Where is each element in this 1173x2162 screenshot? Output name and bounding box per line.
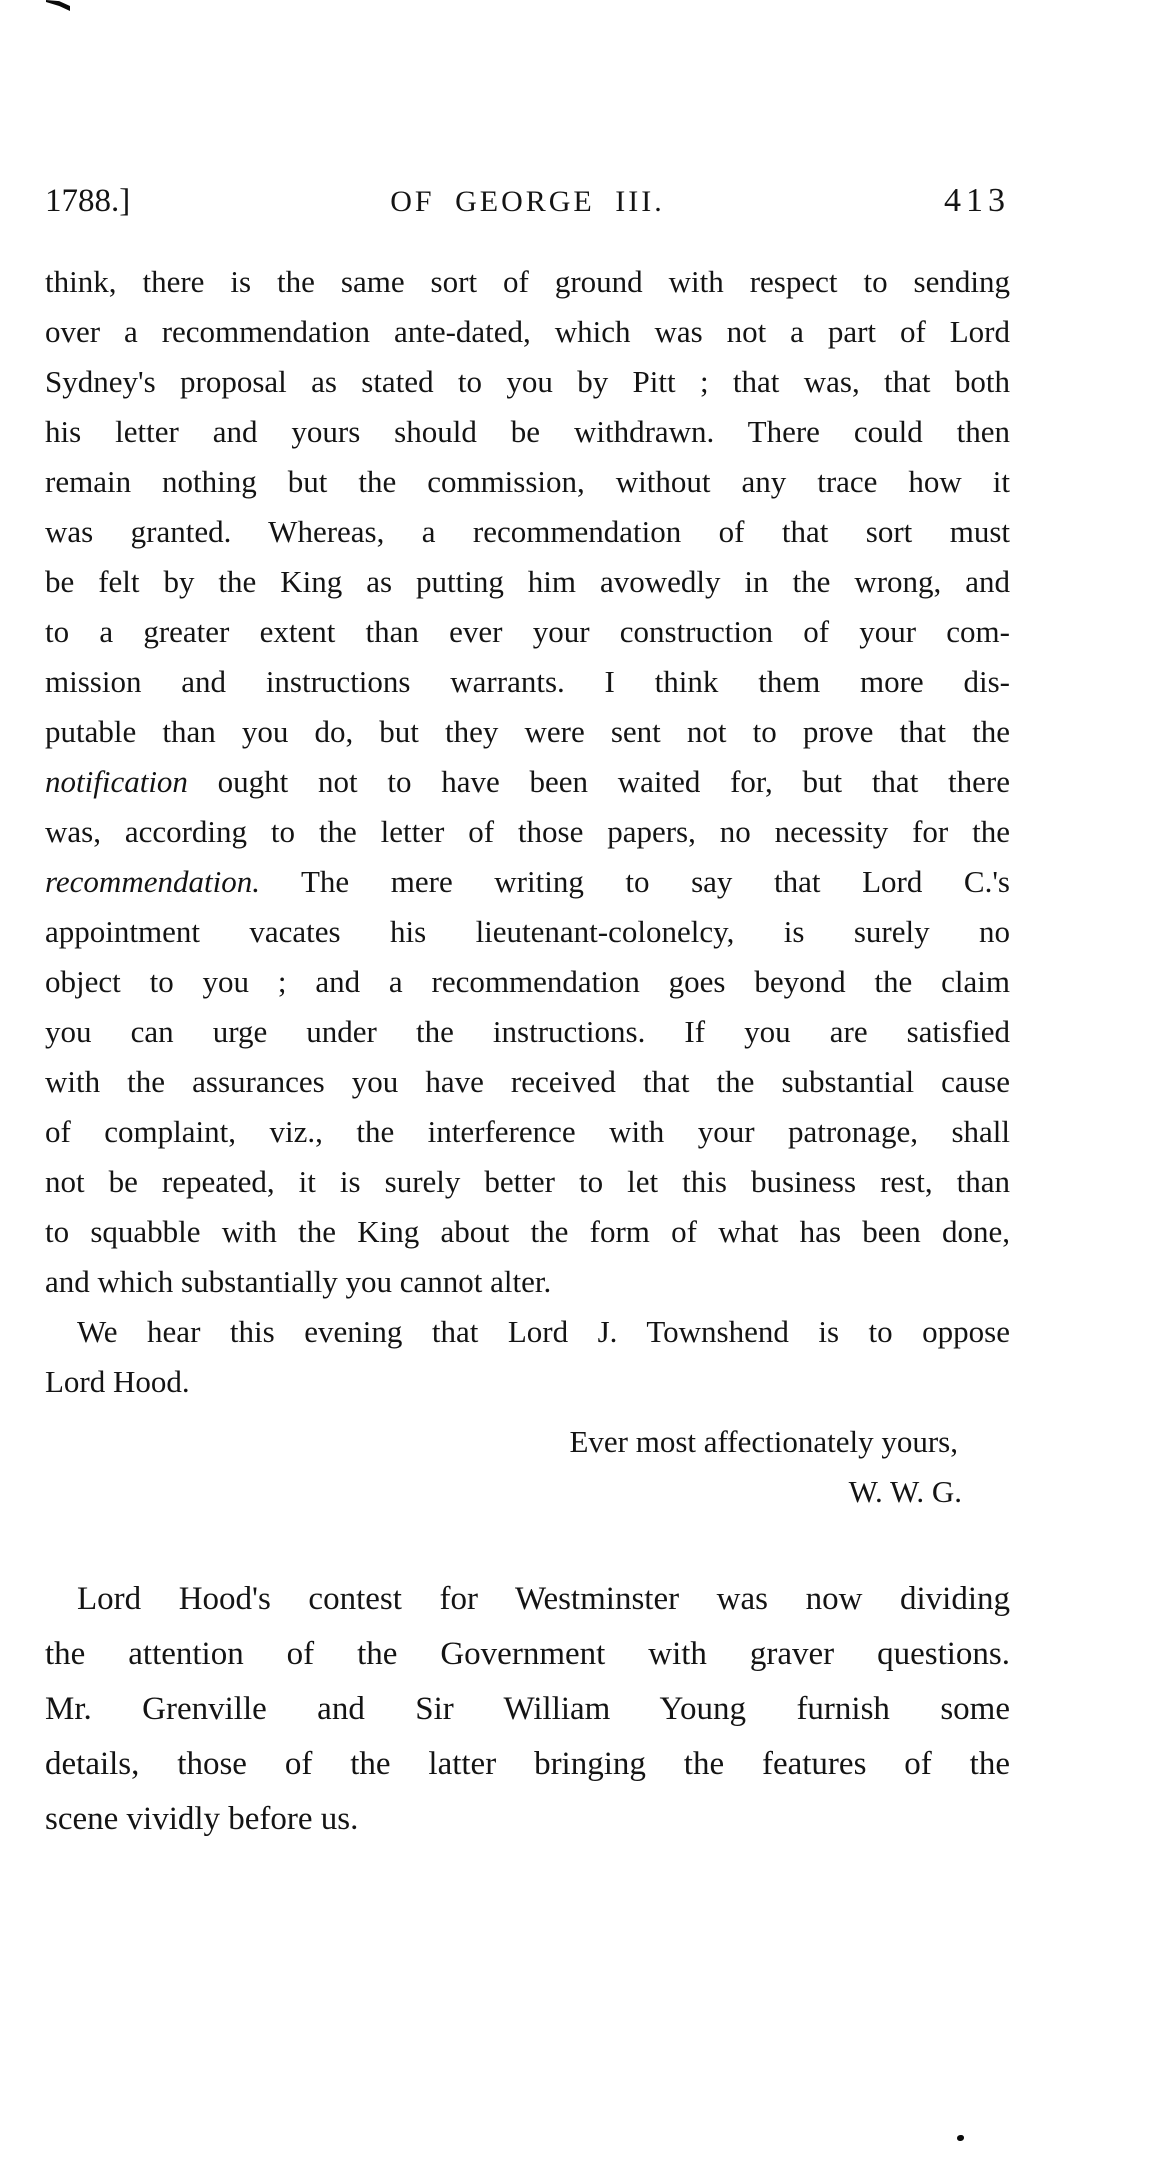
- text-line: details, those of the latter bringing the features of the: [45, 1746, 1010, 1782]
- text-line: Lord Hood's contest for Westminster was now dividing: [77, 1581, 1010, 1617]
- text-line: putable than you do, but they were sent not to prove that the: [45, 714, 1010, 749]
- header-page-number: 413: [944, 182, 1010, 219]
- letter-valediction: Ever most affectionately yours,: [569, 1424, 958, 1459]
- ink-dot: [957, 2135, 964, 2141]
- text-line: We hear this evening that Lord J. Townshend is to oppose: [77, 1314, 1010, 1349]
- letter-paragraph-1: [45, 257, 1010, 1307]
- text-line: Lord Hood.: [45, 1364, 190, 1399]
- text-line: recommendation. The mere writing to say that Lord C.'s: [45, 864, 1010, 899]
- text-line: over a recommendation ante-dated, which was not a part of Lord: [45, 314, 1010, 349]
- letter-paragraph-2: [45, 1307, 1010, 1407]
- text-line: was, according to the letter of those papers, no necessity for the: [45, 814, 1010, 849]
- text-line: scene vividly before us.: [45, 1801, 359, 1837]
- letter-signature: W. W. G.: [848, 1474, 962, 1509]
- text-line: to squabble with the King about the form of what has been done,: [45, 1214, 1010, 1249]
- text-line: appointment vacates his lieutenant-colonelcy, is surely no: [45, 914, 1010, 949]
- text-line: was granted. Whereas, a recommendation of that sort must: [45, 514, 1010, 549]
- text-line: the attention of the Government with graver questions.: [45, 1636, 1010, 1672]
- text-line: think, there is the same sort of ground with respect to sending: [45, 264, 1010, 299]
- italic-word: recommendation.: [45, 864, 260, 899]
- text-line: mission and instructions warrants. I think them more dis-: [45, 664, 1010, 699]
- text-line: object to you ; and a recommendation goes beyond the claim: [45, 964, 1010, 999]
- text-line: be felt by the King as putting him avowedly in the wrong, and: [45, 564, 1010, 599]
- italic-word: notification: [45, 764, 188, 799]
- page-header: [45, 182, 1010, 220]
- text-line: remain nothing but the commission, without any trace how it: [45, 464, 1010, 499]
- ink-mark-icon: [46, 0, 70, 11]
- text-line: of complaint, viz., the interference with your patronage, shall: [45, 1114, 1010, 1149]
- text-line: with the assurances you have received that the substantial cause: [45, 1064, 1010, 1099]
- text-line: Sydney's proposal as stated to you by Pitt ; that was, that both: [45, 364, 1010, 399]
- text-line: and which substantially you cannot alter.: [45, 1264, 552, 1299]
- text-line: notification ought not to have been waited for, but that there: [45, 764, 1010, 799]
- text-line: Mr. Grenville and Sir William Young furnish some: [45, 1691, 1010, 1727]
- narrative-paragraph: [45, 1572, 1010, 1847]
- text-line: not be repeated, it is surely better to let this business rest, than: [45, 1164, 1010, 1199]
- text-block: [45, 257, 1010, 1847]
- header-running-title: OF GEORGE III.: [390, 185, 665, 218]
- header-year: 1788.]: [45, 183, 131, 219]
- text-line: to a greater extent than ever your construction of your com-: [45, 614, 1010, 649]
- text-line: his letter and yours should be withdrawn. There could then: [45, 414, 1010, 449]
- text-line: you can urge under the instructions. If you are satisfied: [45, 1014, 1010, 1049]
